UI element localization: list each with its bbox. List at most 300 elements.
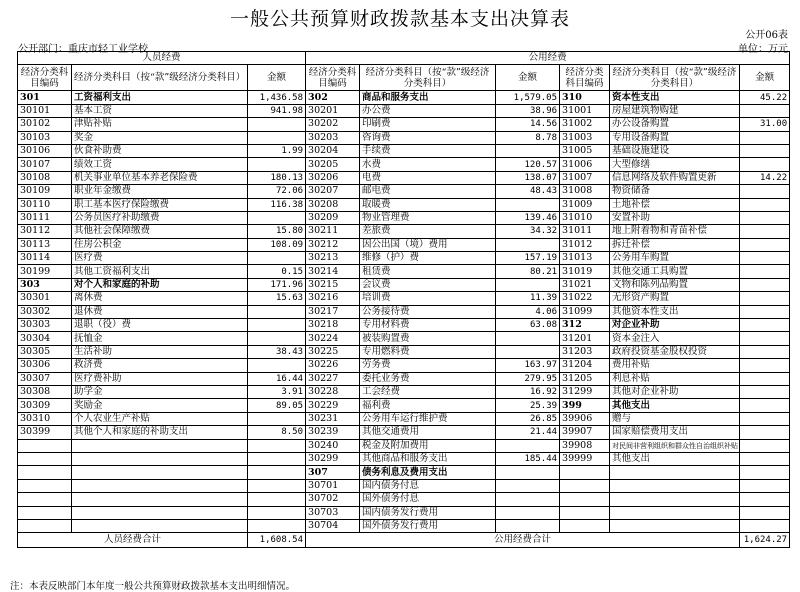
name-cell: 土地补偿 (610, 198, 740, 211)
name-cell: 因公出国（境）费用 (360, 238, 496, 251)
amount-cell: 31.00 (740, 118, 790, 131)
name-cell: 对个人和家庭的补助 (72, 278, 248, 291)
amount-header: 金额 (496, 65, 560, 91)
amount-cell (740, 185, 790, 198)
amount-header: 金额 (248, 65, 306, 91)
amount-cell: 80.21 (496, 265, 560, 278)
amount-cell (248, 332, 306, 345)
name-cell: 物资储备 (610, 185, 740, 198)
amount-cell (740, 493, 790, 506)
code-cell: 31299 (560, 385, 610, 398)
code-cell: 39907 (560, 426, 610, 439)
personnel-total-value: 1,608.54 (248, 533, 306, 548)
amount-cell (740, 278, 790, 291)
amount-cell: 16.44 (248, 372, 306, 385)
table-row (18, 278, 790, 291)
code-cell: 30215 (306, 278, 360, 291)
code-cell: 30240 (306, 439, 360, 452)
name-cell (610, 506, 740, 519)
code-header: 经济分类科目编码 (306, 65, 360, 91)
public-total-label: 公用经费合计 (306, 533, 740, 548)
amount-cell: 34.32 (496, 225, 560, 238)
code-cell: 30227 (306, 372, 360, 385)
code-cell: 31012 (560, 238, 610, 251)
code-cell: 30229 (306, 399, 360, 412)
table-body (18, 91, 790, 533)
code-cell: 312 (560, 319, 610, 332)
code-cell: 30226 (306, 359, 360, 372)
name-cell (72, 452, 248, 465)
name-cell: 咨询费 (360, 131, 496, 144)
amount-cell (740, 439, 790, 452)
amount-cell (496, 479, 560, 492)
code-cell: 30206 (306, 171, 360, 184)
amount-cell (740, 412, 790, 425)
code-cell: 302 (306, 91, 360, 104)
code-cell: 30702 (306, 493, 360, 506)
code-cell: 30108 (18, 171, 72, 184)
name-cell: 职业年金缴费 (72, 185, 248, 198)
code-cell: 30217 (306, 305, 360, 318)
name-cell: 对企业补助 (610, 319, 740, 332)
amount-cell: 45.22 (740, 91, 790, 104)
code-cell: 30224 (306, 332, 360, 345)
table-row (18, 399, 790, 412)
code-cell: 30304 (18, 332, 72, 345)
name-cell (72, 506, 248, 519)
table-row (18, 385, 790, 398)
name-cell: 费用补贴 (610, 359, 740, 372)
name-cell: 工资福利支出 (72, 91, 248, 104)
code-cell: 30199 (18, 265, 72, 278)
code-cell: 30299 (306, 452, 360, 465)
code-cell: 307 (306, 466, 360, 479)
amount-cell (496, 506, 560, 519)
name-cell: 退休费 (72, 305, 248, 318)
amount-cell (496, 345, 560, 358)
amount-cell (496, 493, 560, 506)
amount-cell (740, 158, 790, 171)
name-cell: 安置补助 (610, 211, 740, 224)
code-cell: 30309 (18, 399, 72, 412)
name-cell: 医疗费补助 (72, 372, 248, 385)
amount-cell (496, 278, 560, 291)
name-cell (72, 439, 248, 452)
name-cell: 其他交通费用 (360, 426, 496, 439)
code-cell (18, 439, 72, 452)
amount-cell (248, 252, 306, 265)
code-cell: 30302 (18, 305, 72, 318)
code-cell (560, 506, 610, 519)
amount-cell: 163.97 (496, 359, 560, 372)
code-cell: 30208 (306, 198, 360, 211)
name-cell: 办公费 (360, 104, 496, 117)
code-cell: 30212 (306, 238, 360, 251)
amount-cell (248, 506, 306, 519)
amount-cell (248, 452, 306, 465)
amount-cell: 171.96 (248, 278, 306, 291)
code-cell: 30202 (306, 118, 360, 131)
name-cell: 租赁费 (360, 265, 496, 278)
code-cell: 30211 (306, 225, 360, 238)
table-row (18, 198, 790, 211)
name-cell: 其他工资福利支出 (72, 265, 248, 278)
code-cell: 30213 (306, 252, 360, 265)
amount-cell (248, 519, 306, 532)
name-cell: 税金及附加费用 (360, 439, 496, 452)
name-cell: 国家赔偿费用支出 (610, 426, 740, 439)
code-cell: 30306 (18, 359, 72, 372)
amount-cell (740, 131, 790, 144)
table-row (18, 238, 790, 251)
amount-cell (248, 479, 306, 492)
name-cell: 抚恤金 (72, 332, 248, 345)
code-cell: 30216 (306, 292, 360, 305)
name-cell: 会议费 (360, 278, 496, 291)
expenditure-table (17, 51, 790, 548)
name-cell: 手续费 (360, 144, 496, 157)
name-cell: 助学金 (72, 385, 248, 398)
table-row (18, 345, 790, 358)
amount-cell (248, 118, 306, 131)
table-row (18, 118, 790, 131)
amount-cell: 120.57 (496, 158, 560, 171)
name-cell: 退职（役）费 (72, 319, 248, 332)
code-cell: 30307 (18, 372, 72, 385)
table-row (18, 452, 790, 465)
amount-cell (496, 519, 560, 532)
name-cell: 差旅费 (360, 225, 496, 238)
amount-cell: 8.50 (248, 426, 306, 439)
name-cell: 政府投资基金股权投资 (610, 345, 740, 358)
name-cell: 基础设施建设 (610, 144, 740, 157)
amount-cell: 16.92 (496, 385, 560, 398)
name-cell: 住房公积金 (72, 238, 248, 251)
amount-cell: 4.06 (496, 305, 560, 318)
name-cell: 地上附着物和青苗补偿 (610, 225, 740, 238)
name-cell: 水费 (360, 158, 496, 171)
amount-cell: 15.63 (248, 292, 306, 305)
amount-cell: 941.98 (248, 104, 306, 117)
amount-cell (740, 519, 790, 532)
amount-cell: 25.39 (496, 399, 560, 412)
amount-cell (740, 305, 790, 318)
amount-cell (740, 238, 790, 251)
name-cell (610, 466, 740, 479)
code-cell: 30209 (306, 211, 360, 224)
name-cell: 其他资本性支出 (610, 305, 740, 318)
amount-cell: 15.80 (248, 225, 306, 238)
amount-cell: 138.07 (496, 171, 560, 184)
amount-cell: 89.05 (248, 399, 306, 412)
amount-cell (740, 252, 790, 265)
table-row (18, 479, 790, 492)
code-cell: 31006 (560, 158, 610, 171)
code-cell: 31021 (560, 278, 610, 291)
amount-cell (248, 493, 306, 506)
code-cell (18, 452, 72, 465)
code-cell: 31005 (560, 144, 610, 157)
code-cell: 31205 (560, 372, 610, 385)
public-total-value: 1,624.27 (740, 533, 790, 548)
totals-row (18, 533, 790, 548)
amount-cell (248, 319, 306, 332)
code-cell: 30703 (306, 506, 360, 519)
amount-cell: 116.38 (248, 198, 306, 211)
code-cell: 31099 (560, 305, 610, 318)
name-cell (72, 466, 248, 479)
table-row (18, 372, 790, 385)
amount-cell: 8.78 (496, 131, 560, 144)
amount-cell (248, 439, 306, 452)
personnel-section-header: 人员经费 (18, 52, 306, 65)
name-cell: 其他交通工具购置 (610, 265, 740, 278)
name-header: 经济分类科目（按“款”级经济分类科目） (360, 65, 496, 91)
amount-cell (740, 426, 790, 439)
name-cell: 其他支出 (610, 452, 740, 465)
amount-cell (248, 211, 306, 224)
code-cell: 30109 (18, 185, 72, 198)
code-cell: 30228 (306, 385, 360, 398)
code-cell (18, 479, 72, 492)
table-row (18, 171, 790, 184)
name-cell (610, 479, 740, 492)
code-cell: 30112 (18, 225, 72, 238)
amount-cell: 72.06 (248, 185, 306, 198)
code-cell: 399 (560, 399, 610, 412)
name-cell: 工会经费 (360, 385, 496, 398)
name-cell: 伙食补助费 (72, 144, 248, 157)
code-cell: 30106 (18, 144, 72, 157)
code-cell: 30204 (306, 144, 360, 157)
amount-cell (740, 319, 790, 332)
name-cell: 奖励金 (72, 399, 248, 412)
code-cell: 30303 (18, 319, 72, 332)
amount-cell (740, 385, 790, 398)
amount-cell (740, 452, 790, 465)
amount-cell: 21.44 (496, 426, 560, 439)
table-row (18, 211, 790, 224)
amount-cell: 157.19 (496, 252, 560, 265)
name-cell: 其他支出 (610, 399, 740, 412)
name-cell (72, 479, 248, 492)
amount-cell: 279.95 (496, 372, 560, 385)
code-cell: 31203 (560, 345, 610, 358)
table-row (18, 305, 790, 318)
code-cell (560, 493, 610, 506)
name-cell (72, 519, 248, 532)
code-cell (560, 466, 610, 479)
amount-cell: 1,436.58 (248, 91, 306, 104)
table-row (18, 412, 790, 425)
amount-cell (740, 225, 790, 238)
code-cell: 31201 (560, 332, 610, 345)
table-row (18, 252, 790, 265)
code-cell: 31003 (560, 131, 610, 144)
code-cell (18, 466, 72, 479)
table-row (18, 506, 790, 519)
table-row (18, 144, 790, 157)
table-row (18, 466, 790, 479)
name-cell: 医疗费 (72, 252, 248, 265)
code-header: 经济分类科目编码 (18, 65, 72, 91)
code-cell: 31010 (560, 211, 610, 224)
amount-cell (740, 332, 790, 345)
name-cell: 商品和服务支出 (360, 91, 496, 104)
table-row (18, 225, 790, 238)
amount-cell (496, 439, 560, 452)
name-cell: 资本金注入 (610, 332, 740, 345)
name-cell: 专用燃料费 (360, 345, 496, 358)
amount-cell: 185.44 (496, 452, 560, 465)
code-cell: 30111 (18, 211, 72, 224)
name-cell: 奖金 (72, 131, 248, 144)
name-cell: 债务利息及费用支出 (360, 466, 496, 479)
name-cell: 机关事业单位基本养老保险费 (72, 171, 248, 184)
table-row (18, 131, 790, 144)
code-cell: 30101 (18, 104, 72, 117)
amount-cell (248, 305, 306, 318)
amount-cell: 63.08 (496, 319, 560, 332)
name-cell (610, 493, 740, 506)
code-cell: 30110 (18, 198, 72, 211)
name-cell: 资本性支出 (610, 91, 740, 104)
name-cell: 印刷费 (360, 118, 496, 131)
code-cell: 30239 (306, 426, 360, 439)
name-cell: 大型修缮 (610, 158, 740, 171)
name-cell: 办公设备购置 (610, 118, 740, 131)
code-cell: 31007 (560, 171, 610, 184)
code-cell: 30102 (18, 118, 72, 131)
code-cell: 30203 (306, 131, 360, 144)
code-cell: 30214 (306, 265, 360, 278)
amount-cell (740, 479, 790, 492)
amount-cell: 26.85 (496, 412, 560, 425)
amount-cell: 139.46 (496, 211, 560, 224)
amount-cell: 14.22 (740, 171, 790, 184)
amount-cell (740, 372, 790, 385)
code-cell: 30218 (306, 319, 360, 332)
code-cell: 39908 (560, 439, 610, 452)
code-cell (18, 493, 72, 506)
amount-cell: 38.43 (248, 345, 306, 358)
code-cell: 31019 (560, 265, 610, 278)
department-label: 公开部门：重庆市轻工业学校 (18, 44, 148, 55)
code-cell: 30113 (18, 238, 72, 251)
table-row (18, 158, 790, 171)
name-cell: 专用材料费 (360, 319, 496, 332)
amount-cell (496, 238, 560, 251)
amount-cell: 3.91 (248, 385, 306, 398)
amount-header: 金额 (740, 65, 790, 91)
code-cell: 30704 (306, 519, 360, 532)
name-cell: 维修（护）费 (360, 252, 496, 265)
name-cell: 基本工资 (72, 104, 248, 117)
name-cell (72, 493, 248, 506)
name-cell: 利息补贴 (610, 372, 740, 385)
code-cell: 30308 (18, 385, 72, 398)
name-cell: 其他社会保障缴费 (72, 225, 248, 238)
code-cell: 31009 (560, 198, 610, 211)
name-cell: 劳务费 (360, 359, 496, 372)
name-cell: 委托业务费 (360, 372, 496, 385)
code-cell: 31204 (560, 359, 610, 372)
unit-label: 单位：万元 (738, 44, 788, 55)
amount-cell (740, 359, 790, 372)
code-cell: 30225 (306, 345, 360, 358)
name-cell: 其他商品和服务支出 (360, 452, 496, 465)
amount-cell (740, 466, 790, 479)
name-cell: 公务接待费 (360, 305, 496, 318)
name-cell: 国外债务付息 (360, 493, 496, 506)
name-header: 经济分类科目（按“款”级经济分类科目） (72, 65, 248, 91)
name-cell: 生活补助 (72, 345, 248, 358)
form-number: 公开06表 (745, 30, 788, 41)
code-cell: 39999 (560, 452, 610, 465)
code-cell (560, 479, 610, 492)
amount-cell (740, 198, 790, 211)
name-cell: 公务用车购置 (610, 252, 740, 265)
amount-cell (740, 506, 790, 519)
page-title: 一般公共预算财政拨款基本支出决算表 (229, 8, 570, 30)
table-row (18, 426, 790, 439)
personnel-total-label: 人员经费合计 (18, 533, 248, 548)
name-cell: 房屋建筑物购建 (610, 104, 740, 117)
code-cell: 30207 (306, 185, 360, 198)
amount-cell (740, 345, 790, 358)
table-row (18, 104, 790, 117)
table-row (18, 265, 790, 278)
code-cell: 31002 (560, 118, 610, 131)
name-cell: 国外债务发行费用 (360, 519, 496, 532)
code-cell (560, 519, 610, 532)
code-cell (18, 506, 72, 519)
code-cell: 30114 (18, 252, 72, 265)
name-cell: 信息网络及软件购置更新 (610, 171, 740, 184)
code-cell: 39906 (560, 412, 610, 425)
amount-cell (248, 158, 306, 171)
footnote: 注：本表反映部门本年度一般公共预算财政拨款基本支出明细情况。 (10, 581, 296, 592)
name-header: 经济分类科目（按“款”级经济分类科目） (610, 65, 740, 91)
table-row (18, 493, 790, 506)
table-row (18, 91, 790, 104)
name-cell: 公务用车运行维护费 (360, 412, 496, 425)
table-row (18, 319, 790, 332)
name-cell: 物业管理费 (360, 211, 496, 224)
name-cell: 公务员医疗补助缴费 (72, 211, 248, 224)
code-cell: 30701 (306, 479, 360, 492)
name-cell (610, 519, 740, 532)
code-cell: 30305 (18, 345, 72, 358)
amount-cell (740, 292, 790, 305)
code-cell: 30205 (306, 158, 360, 171)
code-cell: 31001 (560, 104, 610, 117)
name-cell: 取暖费 (360, 198, 496, 211)
name-cell: 对民间非营利组织和群众性自治组织补贴 (610, 439, 740, 452)
code-cell: 31022 (560, 292, 610, 305)
amount-cell (740, 265, 790, 278)
table-row (18, 332, 790, 345)
amount-cell (740, 211, 790, 224)
code-cell: 30107 (18, 158, 72, 171)
amount-cell (248, 131, 306, 144)
amount-cell: 38.96 (496, 104, 560, 117)
amount-cell (740, 399, 790, 412)
amount-cell: 1.99 (248, 144, 306, 157)
name-cell: 电费 (360, 171, 496, 184)
amount-cell (248, 412, 306, 425)
table-row (18, 359, 790, 372)
